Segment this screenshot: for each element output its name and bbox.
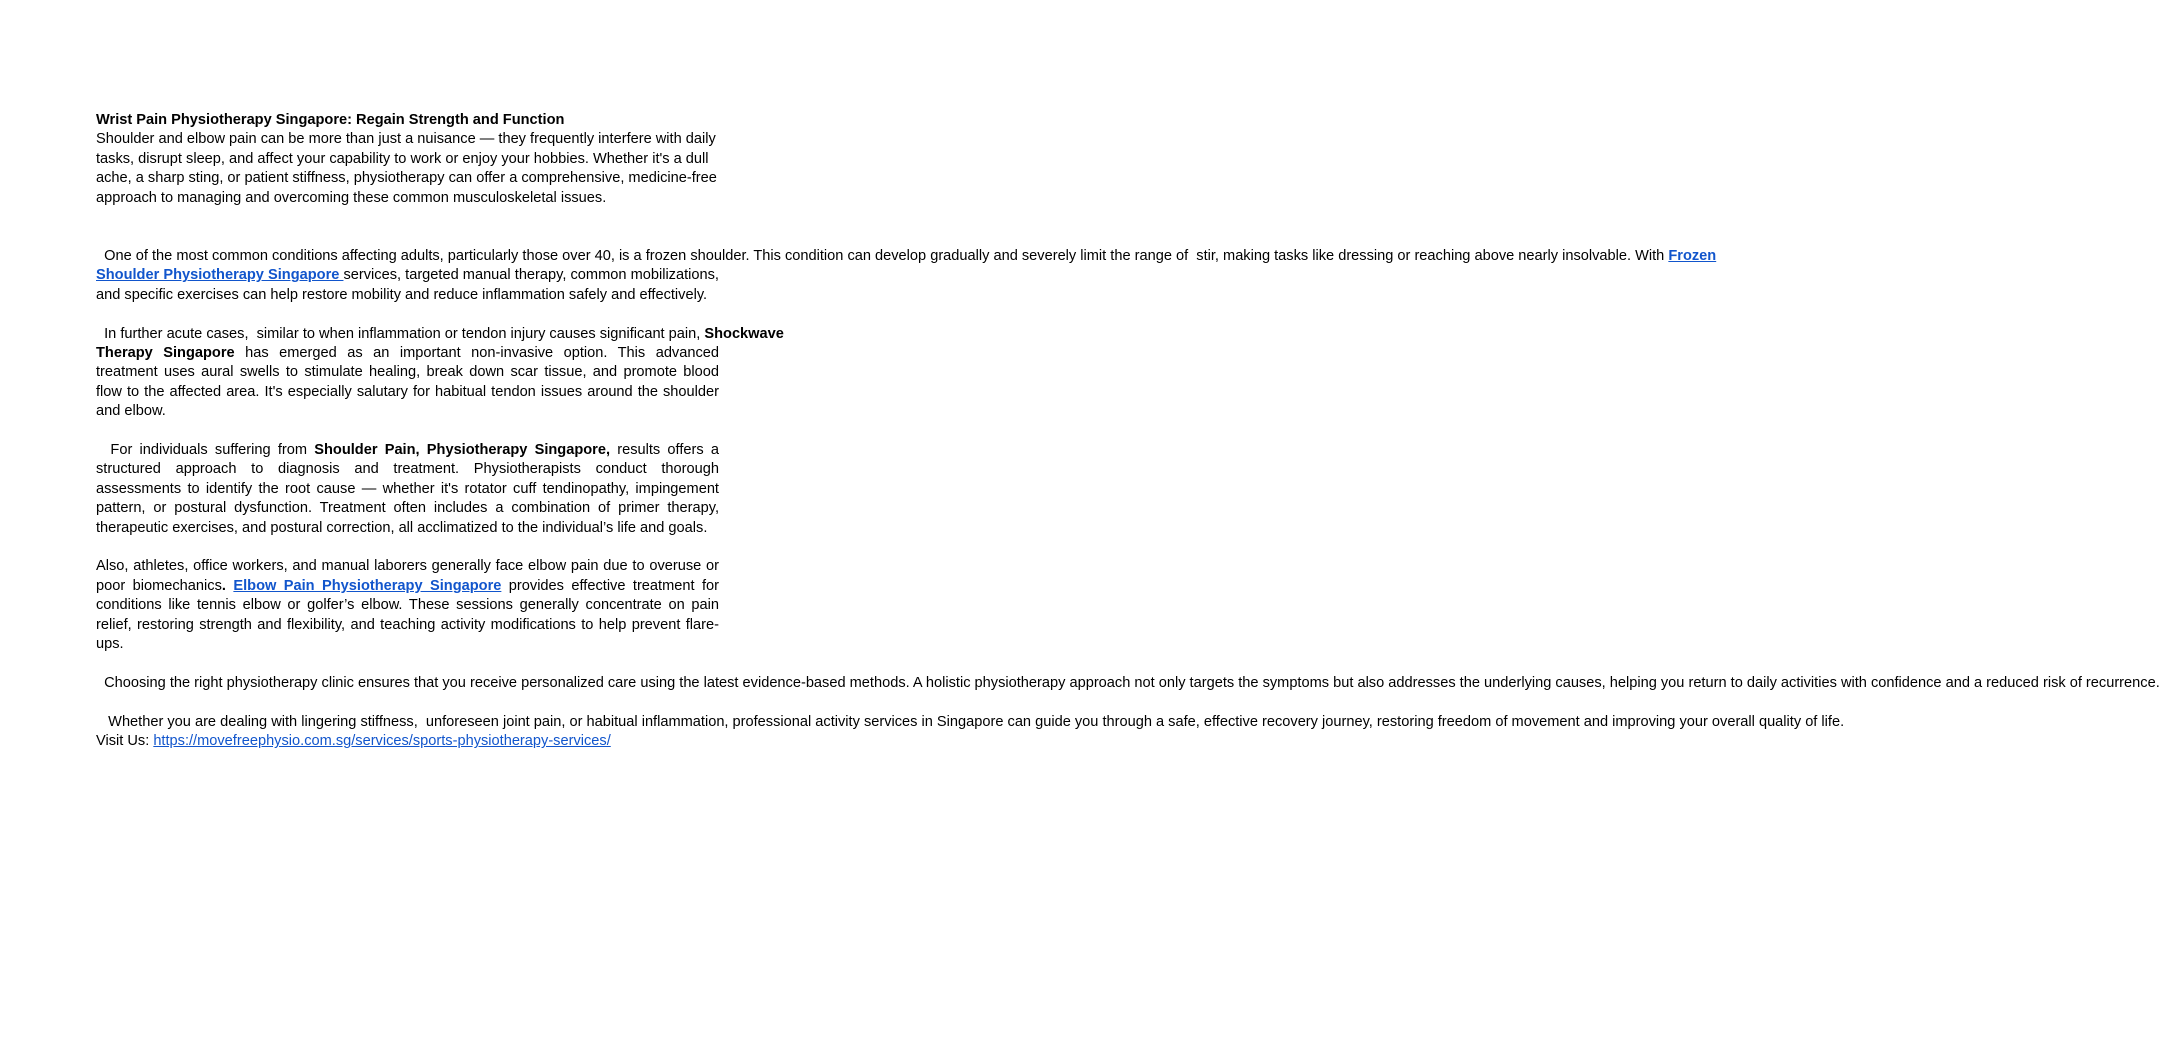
document-title: Wrist Pain Physiotherapy Singapore: Regain Strength and Function: [96, 112, 565, 128]
shockwave-paragraph: [96, 325, 784, 422]
shoulder-pain-text-start: For individuals suffering from: [96, 442, 315, 459]
website-link[interactable]: https://movefreephysio.com.sg/services/sports-physiotherapy-services/: [153, 733, 611, 750]
closing-paragraph: [96, 713, 1845, 732]
shoulder-pain-text-end: results offers a structured approach to diagnosis and treatment. Physiotherapists conduct thorough assessments to identify the root cause — whether it's rotator cuff tendinopathy, impingement pattern, or postural dysfunction. Treatment often includes a combination of primer therapy, therapeutic exercises, and postural correction, all acclimatized to the individual’s life and goals.: [96, 442, 720, 536]
shoulder-pain-paragraph: [96, 441, 719, 538]
spacer: [96, 208, 719, 247]
elbow-pain-text-end: provides effective treatment for conditions like tennis elbow or golfer’s elbow. These sessions generally concentrate on pain relief, restoring strength and flexibility, and teaching activity modifications to help prevent flare-ups.: [96, 577, 719, 653]
frozen-shoulder-link[interactable]: Frozen Shoulder Physiotherapy Singapore: [96, 248, 1717, 284]
spacer: [96, 655, 719, 674]
frozen-shoulder-text-end: services, targeted manual therapy, common mobilizations, and specific exercises can help restore mobility and reduce inflammation safely and effectively.: [96, 267, 719, 303]
elbow-pain-link[interactable]: Elbow Pain Physiotherapy Singapore: [233, 577, 502, 594]
visit-us-label: Visit Us:: [96, 733, 154, 750]
document-body: [96, 111, 2160, 752]
shockwave-text-start: In further acute cases, similar to when inflammation or tendon injury causes significant pain,: [96, 325, 705, 342]
spacer: [96, 538, 719, 557]
shockwave-text-end: has emerged as an important non-invasive option. This advanced treatment uses aural swells to stimulate healing, break down scar tissue, and promote blood flow to the affected area. It's especially salutary for habitual tendon issues around the shoulder and elbow.: [96, 345, 719, 420]
closing-text: Whether you are dealing with lingering stiffness, unforeseen joint pain, or habitual inflammation, professional activity services in Singapore can guide you through a safe, effective recovery journey, restoring freedom of movement and improving your overall quality of life.: [96, 713, 1845, 730]
shoulder-pain-bold-term: Shoulder Pain, Physiotherapy Singapore,: [314, 442, 611, 459]
frozen-shoulder-paragraph: [96, 247, 1717, 305]
clinic-choice-text: Choosing the right physiotherapy clinic ensures that you receive personalized care using the latest evidence-based methods. A holistic physiotherapy approach not only targets the symptoms but also addresses the underlying causes, helping you return to daily activities with confidence and a reduced risk of recurrence.: [96, 674, 2160, 691]
clinic-choice-paragraph: [96, 674, 2160, 693]
intro-paragraph: Shoulder and elbow pain can be more than just a nuisance — they frequently interfere with daily tasks, disrupt sleep, and affect your capability to work or enjoy your hobbies. Whether it's a dull ache, a sharp sting, or patient stiffness, physiotherapy can offer a comprehensive, medicine-free approach to managing and overcoming these common musculoskeletal issues.: [96, 131, 717, 206]
elbow-pain-bold-dot: .: [221, 577, 226, 594]
elbow-pain-text-start: Also, athletes, office workers, and manual laborers generally face elbow pain due to overuse or poor biomechanics: [96, 558, 719, 594]
shockwave-bold-term: Shockwave Therapy Singapore: [96, 325, 784, 362]
frozen-shoulder-text-start: One of the most common conditions affecting adults, particularly those over 40, is a frozen shoulder. This condition can develop gradually and severely limit the range of stir, making tasks like dressing or reaching above nearly insolvable. With: [96, 248, 1669, 265]
elbow-pain-paragraph: [96, 557, 719, 654]
spacer: [96, 422, 719, 441]
spacer: [96, 693, 719, 712]
spacer: [96, 305, 719, 324]
visit-us-line: [96, 732, 719, 751]
